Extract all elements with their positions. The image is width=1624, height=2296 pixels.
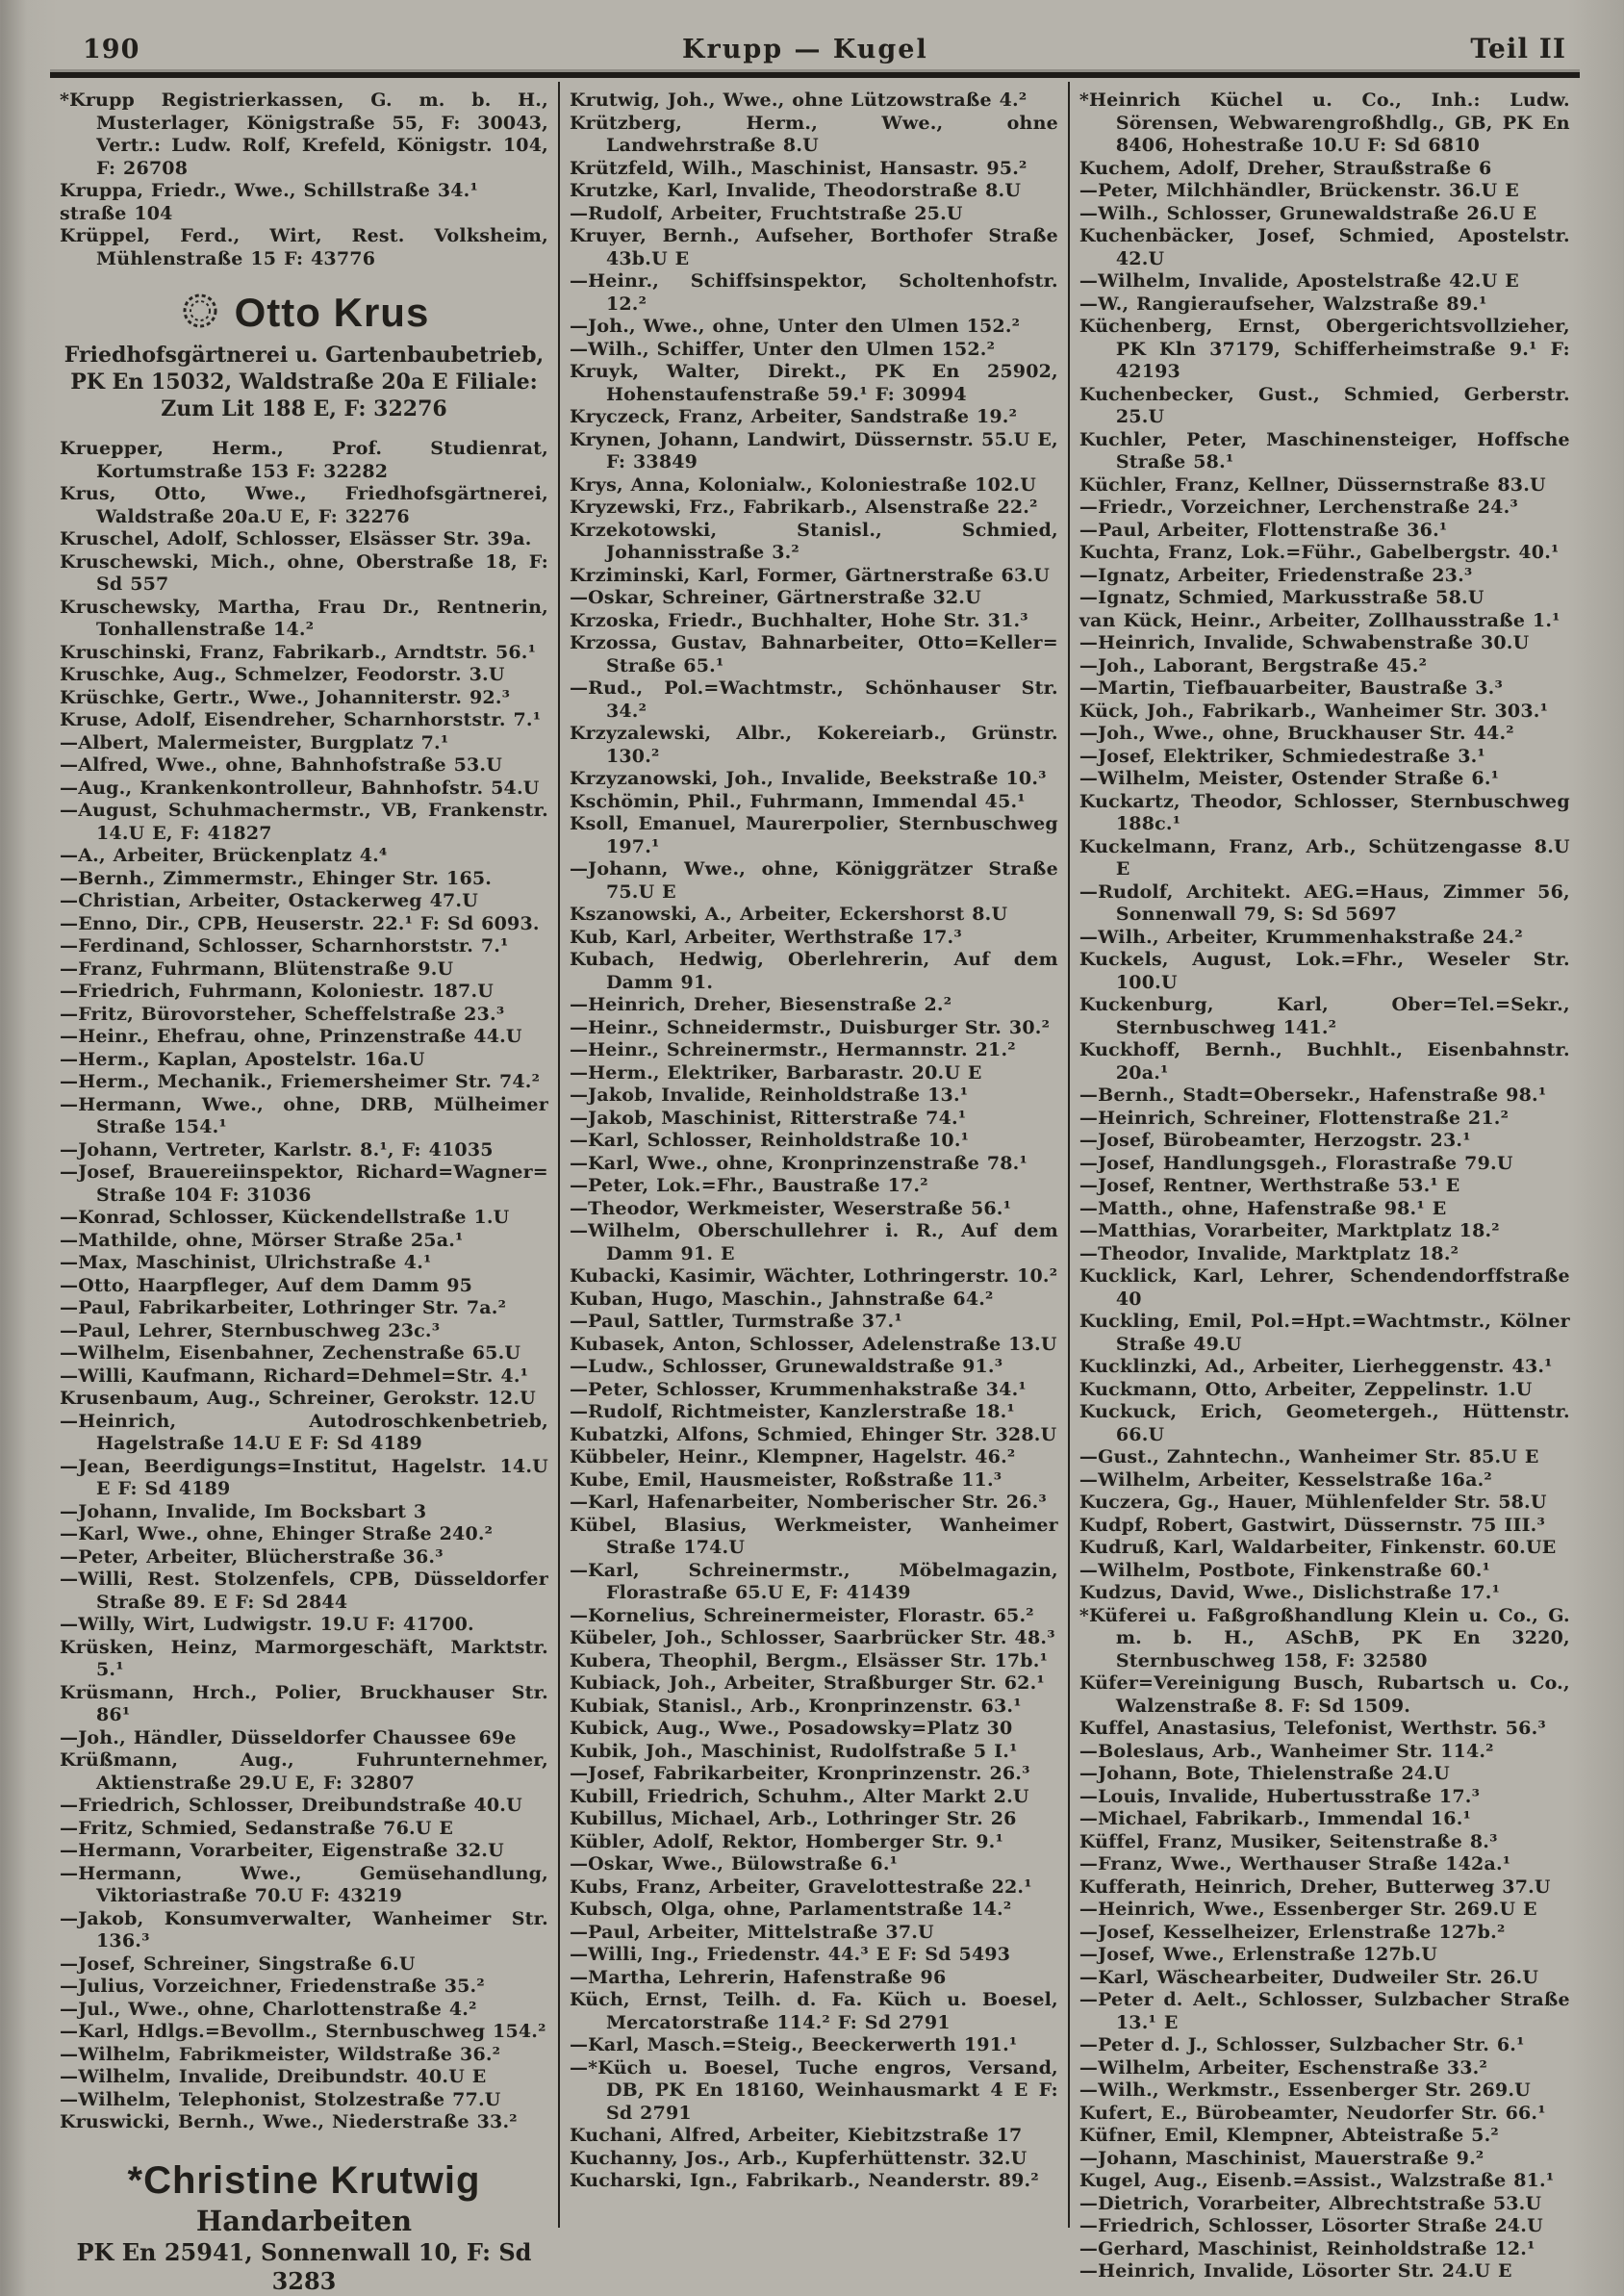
directory-entry: Kubsch, Olga, ohne, Parlamentstraße 14.² [569,1899,1012,1920]
directory-entry: Kub, Karl, Arbeiter, Werthstraße 17.³ [569,926,962,948]
directory-entry: Krziminski, Karl, Former, Gärtnerstraße 63.U [569,564,1050,586]
directory-entry: —Paul, Arbeiter, Flottenstraße 36.¹ [1078,519,1448,541]
directory-entry: Krzekotowski, Stanisl., Schmied, Johannisstraße 3.² [569,519,1058,563]
directory-entry: —Peter, Schlosser, Krummenhakstraße 34.¹ [569,1378,1027,1400]
directory-entry: Kuchler, Peter, Maschinensteiger, Hoffsche Straße 58.¹ [1078,428,1570,472]
directory-entry: —Wilhelm, Invalide, Apostelstraße 42.U E [1078,270,1519,292]
directory-entry: Küchler, Franz, Kellner, Düssernstraße 83.U [1078,473,1546,496]
directory-entry: —Theodor, Invalide, Marktplatz 18.² [1078,1242,1459,1264]
directory-entry: Kubill, Friedrich, Schuhm., Alter Markt 2.U [569,1785,1029,1807]
directory-entry: —Jean, Beerdigungs=Institut, Hagelstr. 14.U E F: Sd 4189 [60,1455,548,1499]
directory-entry: Krzossa, Gustav, Bahnarbeiter, Otto=Keller= Straße 65.¹ [569,632,1058,676]
directory-entry: —Ignatz, Schmied, Markusstraße 58.U [1078,587,1484,608]
directory-entry: Kubatzki, Alfons, Schmied, Ehinger Str. 328.U [569,1423,1057,1445]
directory-entry: Krüppel, Ferd., Wirt, Rest. Volksheim, Mühlenstraße 15 F: 43776 [60,225,548,269]
directory-entry: Kuchanny, Jos., Arb., Kupferhüttenstr. 32.U [569,2147,1028,2169]
directory-entry: —Rudolf, Architekt. AEG.=Haus, Zimmer 56, Sonnenwall 79, S: Sd 5697 [1078,880,1570,925]
directory-entry: Krützberg, Herm., Wwe., ohne Landwehrstraße 8.U [569,112,1058,156]
directory-entry: Krys, Anna, Kolonialw., Koloniestraße 102.U [569,473,1037,496]
directory-entry: Kruyer, Bernh., Aufseher, Borthofer Straße 43b.U E [569,225,1058,269]
directory-entry: —Jakob, Konsumverwalter, Wanheimer Str. 136.³ [60,1907,548,1952]
directory-entry: Kudzus, David, Wwe., Dislichstraße 17.¹ [1078,1582,1501,1603]
directory-entry: —Alfred, Wwe., ohne, Bahnhofstraße 53.U [60,754,503,776]
directory-entry: —Jakob, Maschinist, Ritterstraße 74.¹ [569,1107,967,1129]
directory-entry: —Paul, Sattler, Turmstraße 37.¹ [569,1311,902,1332]
directory-entry: —Wilh., Schlosser, Grunewaldstraße 26.U E [1078,202,1537,224]
directory-entry: Krüsmann, Hrch., Polier, Bruckhauser Str. 86¹ [60,1681,548,1725]
directory-entry: —Heinr., Ehefrau, ohne, Prinzenstraße 44.U [60,1026,522,1047]
directory-entry: —Peter d. J., Schlosser, Sulzbacher Str. 6.¹ [1078,2034,1525,2055]
directory-entry: —Wilhelm, Eisenbahner, Zechenstraße 65.U [60,1342,521,1364]
directory-entry: Kruschewsky, Martha, Frau Dr., Rentnerin, Tonhallenstraße 14.² [60,596,548,640]
directory-entry: Krzyzanowski, Joh., Invalide, Beekstraße 10.³ [569,768,1047,789]
directory-entry: —Oskar, Wwe., Bülowstraße 6.¹ [569,1853,899,1875]
directory-entry: Kuchenbäcker, Josef, Schmied, Apostelstr. 42.U [1078,225,1570,269]
directory-entry: —*Küch u. Boesel, Tuche engros, Versand, DB, PK En 18160, Weinhausmarkt 4 E F: Sd 2791 [569,2056,1058,2124]
column-1 [50,82,560,2295]
directory-entry: —Martha, Lehrerin, Hafenstraße 96 [569,1966,947,1988]
directory-entry: Kuchani, Alfred, Arbeiter, Kiebitzstraße 17 [569,2125,1023,2146]
directory-entry: Kuckenburg, Karl, Ober=Tel.=Sekr., Sternbuschweg 141.² [1078,994,1570,1038]
directory-entry: Kubacki, Kasimir, Wächter, Lothringerstr. 10.² [569,1265,1058,1287]
directory-entry: —Josef, Handlungsgeh., Florastraße 79.U [1078,1152,1513,1174]
krus-ad-line3: Zum Lit 188 E, F: 32276 [161,396,447,421]
directory-entry: —Enno, Dir., CPB, Heuserstr. 22.¹ F: Sd 6093. [60,912,540,934]
directory-entry: —Hermann, Wwe., Gemüsehandlung, Viktoriastraße 70.U F: 43219 [60,1862,548,1906]
directory-entry: —Albert, Malermeister, Burgplatz 7.¹ [60,731,449,753]
directory-entry: Kuchta, Franz, Lok.=Führ., Gabelbergstr. 40.¹ [1078,542,1560,563]
directory-entry: Kszanowski, A., Arbeiter, Eckershorst 8.U [569,904,1008,925]
directory-entry: —Rudolf, Richtmeister, Kanzlerstraße 18.¹ [569,1401,1015,1422]
directory-entry: —Julius, Vorzeichner, Friedenstraße 35.² [60,1976,485,1997]
directory-entry: Kryzewski, Frz., Fabrikarb., Alsenstraße 22.² [569,497,1038,518]
directory-entry: Küch, Ernst, Teilh. d. Fa. Küch u. Boesel, Mercatorstraße 114.² F: Sd 2791 [569,1989,1058,2033]
directory-entry: —Konrad, Schlosser, Kückendellstraße 1.U [60,1207,510,1228]
directory-entry: Kruschke, Aug., Schmelzer, Feodorstr. 3.U [60,664,505,685]
directory-entry: —Wilhelm, Oberschullehrer i. R., Auf dem Damm 91. E [569,1220,1058,1264]
directory-entry: —Fritz, Bürovorsteher, Scheffelstraße 23.³ [60,1003,505,1025]
directory-entry: —Willi, Kaufmann, Richard=Dehmel=Str. 4.¹ [60,1365,529,1387]
directory-entry: Krus, Otto, Wwe., Friedhofsgärtnerei, Waldstraße 20a.U E, F: 32276 [60,483,548,527]
directory-entry: Kubiak, Stanisl., Arb., Kronprinzenstr. 63.¹ [569,1695,1022,1717]
directory-entry: —Joh., Wwe., ohne, Unter den Ulmen 152.² [569,316,1021,337]
directory-entry: Kubera, Theophil, Bergm., Elsässer Str. 17b.¹ [569,1649,1049,1671]
directory-entry: —Friedrich, Fuhrmann, Koloniestr. 187.U [60,981,495,1002]
directory-entry: Kuban, Hugo, Maschin., Jahnstraße 64.² [569,1288,994,1310]
directory-entry: —Martin, Tiefbauarbeiter, Baustraße 3.³ [1078,677,1504,699]
wreath-icon [179,290,221,342]
directory-entry: —Boleslaus, Arb., Wanheimer Str. 114.² [1078,1740,1494,1762]
directory-entry: —Heinrich, Wwe., Essenberger Str. 269.U E [1078,1899,1537,1920]
directory-entry: Küfer=Vereinigung Busch, Rubartsch u. Co., Walzenstraße 8. F: Sd 1509. [1078,1672,1570,1717]
directory-entry: Küffel, Franz, Musiker, Seitenstraße 8.³ [1078,1830,1498,1852]
directory-entry: —Louis, Invalide, Hubertusstraße 17.³ [1078,1785,1481,1807]
directory-entry: —Josef, Kesselheizer, Erlenstraße 127b.² [1078,1921,1506,1943]
directory-entry: —Otto, Haarpfleger, Auf dem Damm 95 [60,1274,473,1296]
directory-entry: Kubs, Franz, Arbeiter, Gravelottestraße 22.¹ [569,1875,1032,1898]
directory-entry: —Fritz, Schmied, Sedanstraße 76.U E [60,1817,454,1839]
directory-entry: Kucklick, Karl, Lehrer, Schendendorffstraße 40 [1078,1265,1570,1310]
directory-entry: —Heinrich, Dreher, Biesenstraße 2.² [569,994,952,1015]
directory-entry: Krüßmann, Aug., Fuhrunternehmer, Aktienstraße 29.U E, F: 32807 [60,1749,548,1794]
directory-entry: —Joh., Laborant, Bergstraße 45.² [1078,654,1428,676]
directory-entry: —Wilh., Werkmstr., Essenberger Str. 269.U [1078,2079,1531,2101]
directory-entry: Kucharski, Ign., Fabrikarb., Neanderstr. 89.² [569,2170,1039,2191]
directory-entry: —Paul, Fabrikarbeiter, Lothringer Str. 7a.² [60,1297,507,1318]
directory-entry: Kuffel, Anastasius, Telefonist, Werthstr. 56.³ [1078,1718,1546,1739]
directory-entry: Kuchenbecker, Gust., Schmied, Gerberstr. 25.U [1078,383,1570,427]
directory-entry: —Hermann, Wwe., ohne, DRB, Mülheimer Straße 154.¹ [60,1093,548,1137]
directory-entry: —Josef, Wwe., Erlenstraße 127b.U [1078,1944,1438,1965]
directory-entry: Krzoska, Friedr., Buchhalter, Hohe Str. 31.³ [569,609,1028,631]
directory-entry: Krutwig, Joh., Wwe., ohne Lützowstraße 4.² [569,89,1028,111]
page-header [50,33,1580,70]
directory-entry: —Josef, Fabrikarbeiter, Kronprinzenstr. 26.³ [569,1763,1030,1784]
directory-entry: —Ludw., Schlosser, Grunewaldstraße 91.³ [569,1356,1003,1377]
krus-ad-line1: Friedhofsgärtnerei u. Gartenbaubetrieb, [63,343,545,368]
directory-entry: Krüschke, Gertr., Wwe., Johanniterstr. 92.³ [60,686,511,708]
directory-entry: Kudruß, Karl, Waldarbeiter, Finkenstr. 60.UE [1078,1537,1557,1558]
directory-entry: —Friedrich, Schlosser, Lösorter Straße 24.U [1078,2215,1543,2236]
directory-entry: —Johann, Bote, Thielenstraße 24.U [1078,1763,1450,1784]
directory-entry: Kübler, Adolf, Rektor, Homberger Str. 9.¹ [569,1830,1004,1852]
header-rule [50,72,1580,78]
directory-entry: —Herm., Mechanik., Friemersheimer Str. 74.² [60,1071,541,1092]
column-3 [1070,82,1580,2282]
krus-ad-name [60,290,548,342]
directory-entry: —Bernh., Stadt=Obersekr., Hafenstraße 98.¹ [1078,1084,1547,1106]
directory-entry: Ksoll, Emanuel, Maurerpolier, Sternbuschweg 197.¹ [569,813,1058,857]
directory-entry: —Willy, Wirt, Ludwigstr. 19.U F: 41700. [60,1614,474,1635]
directory-entry: —Matthias, Vorarbeiter, Marktplatz 18.² [1078,1220,1500,1241]
directory-entry: Kuckels, August, Lok.=Fhr., Weseler Str. 100.U [1078,949,1570,993]
directory-entry: —Peter, Lok.=Fhr., Baustraße 17.² [569,1175,928,1196]
krutwig-ad-sub: Handarbeiten [195,2204,413,2237]
directory-entry: Küfner, Emil, Klempner, Abteistraße 5.² [1078,2125,1499,2146]
directory-entry: —Herm., Kaplan, Apostelstr. 16a.U [60,1048,425,1070]
krutwig-ad-name: *Christine Krutwig [127,2158,481,2202]
directory-entry: —Joh., Wwe., ohne, Bruckhauser Str. 44.² [1078,723,1514,744]
krus-ad-title: Otto Krus [234,290,430,336]
directory-entry: Kryczeck, Franz, Arbeiter, Sandstraße 19.² [569,406,1018,427]
directory-entry: —Rudolf, Arbeiter, Fruchtstraße 25.U [569,202,963,224]
directory-entry: Kruyk, Walter, Direkt., PK En 25902, Hohenstaufenstraße 59.¹ F: 30994 [569,361,1058,405]
directory-entry: Kufferath, Heinrich, Dreher, Butterweg 37.U [1078,1875,1551,1898]
directory-entry: Kübbeler, Heinr., Klempner, Hagelstr. 46.² [569,1446,1016,1467]
directory-entry: —Heinrich, Invalide, Schwabenstraße 30.U [1078,632,1530,653]
directory-entry: —Rud., Pol.=Wachtmstr., Schönhauser Str. 34.² [569,677,1058,722]
directory-entry: —Peter d. Aelt., Schlosser, Sulzbacher Straße 13.¹ E [1078,1989,1570,2033]
directory-entry: —Gerhard, Maschinist, Reinholdstraße 12.¹ [1078,2237,1535,2259]
directory-entry: —Joh., Händler, Düsseldorfer Chaussee 69e [60,1726,517,1748]
directory-entry: —Franz, Wwe., Werthauser Straße 142a.¹ [1078,1853,1511,1875]
directory-entry: —Theodor, Werkmeister, Weserstraße 56.¹ [569,1197,1012,1219]
directory-entry: —Johann, Maschinist, Mauerstraße 9.² [1078,2147,1484,2169]
directory-entry: —Karl, Hafenarbeiter, Nomberischer Str. 26.³ [569,1492,1047,1513]
directory-entry: —Karl, Masch.=Steig., Beeckerwerth 191.¹ [569,2034,1018,2055]
directory-entry: Krynen, Johann, Landwirt, Düssernstr. 55.U E, F: 33849 [569,428,1058,472]
krus-ad [60,290,548,422]
directory-entry: —Wilhelm, Postbote, Finkenstraße 60.¹ [1078,1559,1491,1581]
directory-entry: Kruschinski, Franz, Fabrikarb., Arndtstr. 56.¹ [60,641,537,663]
directory-entry: —Josef, Schreiner, Singstraße 6.U [60,1952,416,1975]
krutwig-ad [60,2157,548,2296]
column-container [50,82,1580,2295]
part-label: Teil II [1470,33,1566,64]
directory-entry: Kübeler, Joh., Schlosser, Saarbrücker Str. 48.³ [569,1627,1055,1648]
directory-entry: Kubik, Joh., Maschinist, Rudolfstraße 5 I.¹ [569,1740,1018,1762]
directory-entry: straße 104 [60,202,173,224]
directory-entry: —Josef, Bürobeamter, Herzogstr. 23.¹ [1078,1130,1471,1151]
directory-entry: —Josef, Elektriker, Schmiedestraße 3.¹ [1078,745,1485,767]
directory-entry: —Michael, Fabrikarb., Immendal 16.¹ [1078,1808,1472,1829]
directory-entry: —Heinrich, Invalide, Lösorter Str. 24.U E [1078,2260,1512,2282]
directory-entry: Kruse, Adolf, Eisendreher, Scharnhorststr. 7.¹ [60,709,542,730]
page-number: 190 [83,35,140,64]
directory-entry: Kuckling, Emil, Pol.=Hpt.=Wachtmstr., Kölner Straße 49.U [1078,1311,1570,1355]
directory-entry: —Willi, Ing., Friedenstr. 44.³ E F: Sd 5493 [569,1944,1011,1965]
directory-entry: Kuckmann, Otto, Arbeiter, Zeppelinstr. 1.U [1078,1378,1533,1400]
directory-entry: Kubillus, Michael, Arb., Lothringer Str. 26 [569,1808,1017,1829]
directory-entry: *Küferei u. Faßgroßhandlung Klein u. Co., G. m. b. H., ASchB, PK En 3220, Sternbuschweg 158, F: 32580 [1078,1604,1570,1671]
directory-entry: Krützfeld, Wilh., Maschinist, Hansastr. 95.² [569,157,1028,179]
directory-entry: —Wilh., Arbeiter, Krummenhakstraße 24.² [1078,926,1523,948]
directory-entry: —Paul, Arbeiter, Mittelstraße 37.U [569,1921,934,1943]
directory-entry: —Kornelius, Schreinermeister, Florastr. 65.² [569,1604,1034,1626]
directory-entry: —Karl, Schlosser, Reinholdstraße 10.¹ [569,1130,970,1151]
directory-entry: Kruschel, Adolf, Schlosser, Elsässer Str. 39a. [60,528,532,549]
directory-entry: —Jakob, Invalide, Reinholdstraße 13.¹ [569,1084,969,1106]
directory-entry: Kruschewski, Mich., ohne, Oberstraße 18, F: Sd 557 [60,550,548,595]
directory-entry: —Franz, Fuhrmann, Blütenstraße 9.U [60,957,454,980]
running-title: Krupp — Kugel [682,35,928,64]
krutwig-ad-line: PK En 25941, Sonnenwall 10, F: Sd 3283 [76,2237,532,2295]
directory-entry: —W., Rangieraufseher, Walzstraße 89.¹ [1078,293,1487,315]
directory-entry: —Jul., Wwe., ohne, Charlottenstraße 4.² [60,1998,477,2020]
directory-entry: Kufert, E., Bürobeamter, Neudorfer Str. 66.¹ [1078,2102,1546,2124]
directory-entry: —A., Arbeiter, Brückenplatz 4.⁴ [60,845,388,866]
column-1-main-entries [60,438,548,2134]
krus-ad-line2: PK En 15032, Waldstraße 20a E Filiale: [70,370,538,395]
directory-entry: Kuczera, Gg., Hauer, Mühlenfelder Str. 58.U [1078,1492,1547,1513]
directory-entry: Kruswicki, Bernh., Wwe., Niederstraße 33.² [60,2111,518,2132]
directory-entry: —Wilhelm, Telephonist, Stolzestraße 77.U [60,2088,501,2110]
directory-entry: Kudpf, Robert, Gastwirt, Düssernstr. 75 III.³ [1078,1514,1546,1536]
directory-entry: Kruepper, Herm., Prof. Studienrat, Kortumstraße 153 F: 32282 [60,438,548,482]
directory-entry: —Wilhelm, Fabrikmeister, Wildstraße 36.² [60,2043,501,2065]
directory-entry: —Peter, Milchhändler, Brückenstr. 36.U E [1078,180,1519,201]
directory-entry: Kube, Emil, Hausmeister, Roßstraße 11.³ [569,1468,1002,1491]
directory-entry: Kubick, Aug., Wwe., Posadowsky=Platz 30 [569,1718,1013,1739]
directory-entry: —Wilhelm, Meister, Ostender Straße 6.¹ [1078,768,1500,789]
directory-entry: *Krupp Registrierkassen, G. m. b. H., Musterlager, Königstraße 55, F: 30043, Vertr.: Ludw. Rolf, Krefeld, Königstr. 104, F: 26708 [60,89,548,179]
directory-entry: —Wilhelm, Invalide, Dreibundstr. 40.U E [60,2066,487,2087]
directory-entry: Krüsken, Heinz, Marmorgeschäft, Marktstr. 5.¹ [60,1636,548,1680]
directory-entry: —Dietrich, Vorarbeiter, Albrechtstraße 53.U [1078,2192,1542,2214]
directory-entry: —Heinr., Schneidermstr., Duisburger Str. 30.² [569,1016,1051,1038]
directory-entry: —Karl, Wäschearbeiter, Dudweiler Str. 26.U [1078,1966,1539,1988]
directory-entry: —Heinr., Schreinermstr., Hermannstr. 21.² [569,1039,1016,1060]
directory-entry: —Johann, Wwe., ohne, Königgrätzer Straße 75.U E [569,858,1058,903]
directory-entry: *Heinrich Küchel u. Co., Inh.: Ludw. Sörensen, Webwarengroßhdlg., GB, PK En 8406, Hohestraße 10.U F: Sd 6810 [1078,89,1570,156]
directory-entry: —Johann, Vertreter, Karlstr. 8.¹, F: 41035 [60,1138,494,1161]
directory-entry: Kubasek, Anton, Schlosser, Adelenstraße 13.U [569,1333,1057,1355]
directory-entry: Krzyzalewski, Albr., Kokereiarb., Grünstr. 130.² [569,723,1058,767]
column-3-entries [1079,89,1570,2283]
directory-entry: Krutzke, Karl, Invalide, Theodorstraße 8.U [569,180,1022,201]
directory-entry: —Christian, Arbeiter, Ostackerweg 47.U [60,890,479,911]
directory-entry: —Wilhelm, Arbeiter, Kesselstraße 16a.² [1078,1468,1492,1491]
directory-entry: —Max, Maschinist, Ulrichstraße 4.¹ [60,1252,432,1273]
directory-entry: —Heinrich, Autodroschkenbetrieb, Hagelstraße 14.U E F: Sd 4189 [60,1410,548,1454]
directory-entry: Kübel, Blasius, Werkmeister, Wanheimer Straße 174.U [569,1514,1058,1558]
directory-entry: Kuckelmann, Franz, Arb., Schützengasse 8.U E [1078,835,1570,880]
column-2 [560,82,1070,2228]
directory-entry: —Ignatz, Arbeiter, Friedenstraße 23.³ [1078,564,1473,586]
directory-entry: —Johann, Invalide, Im Bocksbart 3 [60,1500,427,1522]
directory-entry: —Aug., Krankenkontrolleur, Bahnhofstr. 54.U [60,777,540,799]
directory-entry: van Kück, Heinr., Arbeiter, Zollhausstraße 1.¹ [1078,609,1561,631]
directory-entry: —Paul, Lehrer, Sternbuschweg 23c.³ [60,1319,441,1341]
directory-entry: —Willi, Rest. Stolzenfels, CPB, Düsseldorfer Straße 89. E F: Sd 2844 [60,1569,548,1613]
directory-entry: —Bernh., Zimmermstr., Ehinger Str. 165. [60,867,493,889]
directory-entry: Krusenbaum, Aug., Schreiner, Gerokstr. 12.U [60,1388,536,1409]
directory-entry: Kubach, Hedwig, Oberlehrerin, Auf dem Damm 91. [569,949,1058,993]
directory-entry: Küchenberg, Ernst, Obergerichtsvollzieher, PK Kln 37179, Schifferheimstraße 9.¹ F: 42193 [1078,316,1570,382]
directory-entry: —Friedr., Vorzeichner, Lerchenstraße 24.³ [1078,497,1518,518]
directory-entry: —Josef, Brauereiinspektor, Richard=Wagner= Straße 104 F: 31036 [60,1161,548,1206]
directory-entry: Kuckartz, Theodor, Schlosser, Sternbuschweg 188c.¹ [1078,790,1570,834]
column-2-entries [570,89,1058,2193]
directory-entry: —Karl, Wwe., ohne, Kronprinzenstraße 78.¹ [569,1152,1028,1174]
directory-entry: —Karl, Wwe., ohne, Ehinger Straße 240.² [60,1523,494,1544]
directory-entry: Kruppa, Friedr., Wwe., Schillstraße 34.¹ [60,180,479,201]
directory-entry: Kuckhoff, Bernh., Buchhlt., Eisenbahnstr. 20a.¹ [1078,1039,1570,1084]
directory-entry: Kschömin, Phil., Fuhrmann, Immendal 45.¹ [569,790,1026,812]
directory-entry: Kuchem, Adolf, Dreher, Straußstraße 6 [1078,157,1492,179]
directory-entry: Kück, Joh., Fabrikarb., Wanheimer Str. 303.¹ [1078,700,1549,722]
directory-entry: Kugel, Aug., Eisenb.=Assist., Walzstraße 81.¹ [1078,2170,1555,2191]
directory-entry: —Wilhelm, Arbeiter, Eschenstraße 33.² [1078,2056,1488,2079]
directory-entry: Kubiack, Joh., Arbeiter, Straßburger Str. 62.¹ [569,1672,1045,1694]
directory-entry: —Peter, Arbeiter, Blücherstraße 36.³ [60,1545,444,1568]
directory-entry: —Heinrich, Schreiner, Flottenstraße 21.² [1078,1107,1510,1129]
directory-entry: —Hermann, Vorarbeiter, Eigenstraße 32.U [60,1840,504,1861]
directory-entry: —Matth., ohne, Hafenstraße 98.¹ E [1078,1197,1447,1219]
directory-entry: —Friedrich, Schlosser, Dreibundstraße 40.U [60,1795,522,1816]
directory-entry: —Karl, Hdlgs.=Bevollm., Sternbuschweg 154.² [60,2021,546,2042]
directory-entry: —Gust., Zahntechn., Wanheimer Str. 85.U E [1078,1446,1539,1467]
directory-entry: Kucklinzki, Ad., Arbeiter, Lierheggenstr. 43.¹ [1078,1356,1553,1377]
directory-entry: —Heinr., Schiffsinspektor, Scholtenhofstr. 12.² [569,270,1058,315]
column-1-top-entries [60,89,548,270]
directory-entry: —August, Schuhmachermstr., VB, Frankenstr. 14.U E, F: 41827 [60,800,548,844]
directory-entry: —Karl, Schreinermstr., Möbelmagazin, Florastraße 65.U E, F: 41439 [569,1559,1058,1603]
directory-entry: —Oskar, Schreiner, Gärtnerstraße 32.U [569,587,981,608]
directory-entry: Kuckuck, Erich, Geometergeh., Hüttenstr. 66.U [1078,1401,1570,1445]
directory-entry: —Wilh., Schiffer, Unter den Ulmen 152.² [569,338,996,360]
directory-entry: —Josef, Rentner, Werthstraße 53.¹ E [1078,1175,1460,1196]
directory-entry: —Mathilde, ohne, Mörser Straße 25a.¹ [60,1229,464,1251]
directory-entry: —Herm., Elektriker, Barbarastr. 20.U E [569,1061,982,1084]
directory-entry: —Ferdinand, Schlosser, Scharnhorststr. 7.¹ [60,935,509,957]
